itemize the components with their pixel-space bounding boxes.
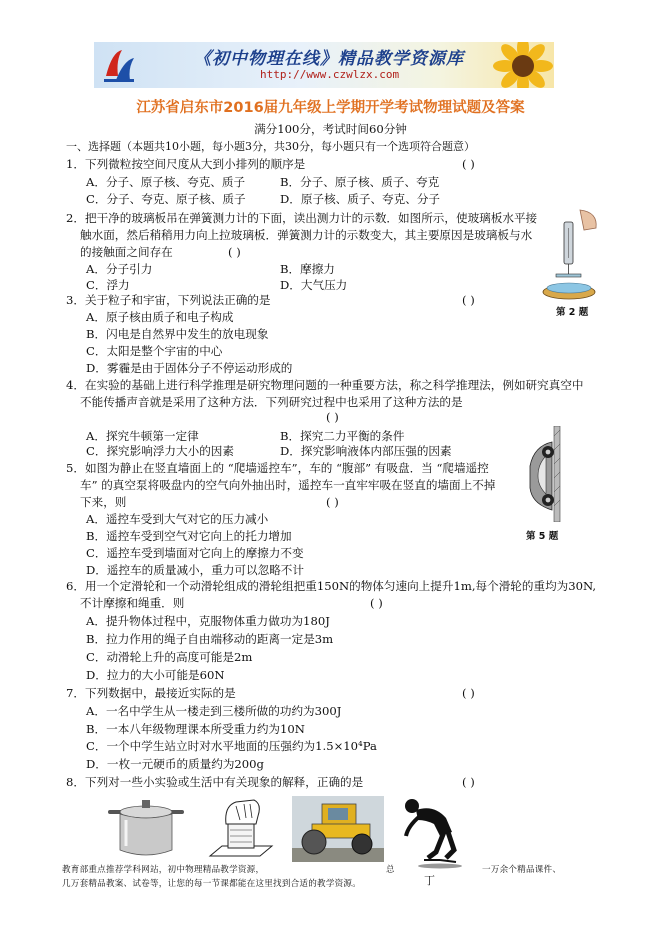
- q4-stem-line2: 不能传播声音就是采用了这种方法．下列研究过程中也采用了这种方法的是: [80, 395, 463, 409]
- banner-url[interactable]: http://www.czwlzx.com: [260, 68, 400, 81]
- q2-option-a: A．分子引力: [86, 262, 153, 276]
- sunflower-icon: [492, 42, 554, 88]
- q1-answer-blank: ( ): [462, 157, 475, 171]
- q6-stem-line2: 不计摩擦和绳重．则: [80, 596, 185, 610]
- section-heading: 一、选择题（本题共10小题，每小题3分，共30分，每小题只有一个选项符合题意）: [66, 140, 475, 153]
- q6-option-d: D．拉力的大小可能是60N: [86, 668, 225, 682]
- footer-line1-mid: 总: [386, 865, 395, 875]
- q4-option-d: D．探究影响液体内部压强的因素: [280, 444, 452, 458]
- q3-option-b: B．闪电是自然界中发生的放电现象: [86, 327, 269, 341]
- speed-skater-figure: [400, 796, 464, 870]
- q7-option-c: C．一个中学生站立时对水平地面的压强约为1.5×10⁴Pa: [86, 739, 377, 753]
- q8-stem: 8．下列对一些小实验或生活中有关现象的解释，正确的是: [66, 775, 364, 789]
- q5-figure-caption: 第 5 题: [526, 531, 559, 542]
- site-logo-icon: [102, 46, 136, 84]
- hand-pressing-sponge-figure: [200, 796, 282, 862]
- q7-option-d: D．一枚一元硬币的质量约为200g: [86, 757, 264, 771]
- q5-option-c: C．遥控车受到墙面对它向上的摩擦力不变: [86, 546, 304, 560]
- q7-stem: 7．下列数据中，最接近实际的是: [66, 686, 236, 700]
- wall-climbing-car-figure: [524, 426, 564, 522]
- footer-line2: 几万套精品教案、试卷等，让您的每一节课都能在这里找到合适的教学资源。: [62, 879, 361, 889]
- q2-stem-line1: 2．把干净的玻璃板吊在弹簧测力计的下面，读出测力计的示数．如图所示，使玻璃板水平接: [66, 211, 538, 225]
- q1-option-d: D．原子核、质子、夸克、分子: [280, 192, 441, 206]
- road-roller-figure: [292, 796, 384, 862]
- q2-option-b: B．摩擦力: [280, 262, 335, 276]
- q1-option-b: B．分子、原子核、质子、夸克: [280, 175, 440, 189]
- q5-stem-line1: 5．如图为静止在竖直墙面上的 “爬墙遥控车”，车的 “腹部” 有吸盘．当 “爬墙遥控: [66, 461, 489, 475]
- header-banner: [94, 42, 554, 88]
- q2-stem-line2: 触水面，然后稍稍用力向上拉玻璃板．弹簧测力计的示数变大，其主要原因是玻璃板与水: [80, 228, 533, 242]
- q4-answer-blank: ( ): [326, 410, 339, 424]
- q1-stem: 1．下列微粒按空间尺度从大到小排列的顺序是: [66, 157, 306, 171]
- q8-answer-blank: ( ): [462, 775, 475, 789]
- footer-line1-left: 教育部重点推荐学科网站，初中物理精品教学资源，: [62, 865, 265, 875]
- pressure-cooker-figure: [104, 796, 188, 862]
- q3-stem: 3．关于粒子和宇宙，下列说法正确的是: [66, 293, 271, 307]
- q4-stem-line1: 4．在实验的基础上进行科学推理是研究物理问题的一种重要方法，称之科学推理法，例如研究真空中: [66, 378, 584, 392]
- q5-option-a: A．遥控车受到大气对它的压力减小: [86, 512, 269, 526]
- q6-answer-blank: ( ): [370, 596, 383, 610]
- q4-option-b: B．探究二力平衡的条件: [280, 429, 405, 443]
- banner-title: 《初中物理在线》精品教学资源库: [194, 49, 464, 69]
- q5-stem-line2: 车” 的真空泵将吸盘内的空气向外抽出时，遥控车一直牢牢吸在竖直的墙面上不掉: [80, 478, 496, 492]
- q6-option-c: C．动滑轮上升的高度可能是2m: [86, 650, 253, 664]
- q3-option-d: D．雾霾是由于固体分子不停运动形成的: [86, 361, 293, 375]
- q5-option-b: B．遥控车受到空气对它向上的托力增加: [86, 529, 292, 543]
- footer-line1-right: 一万余个精品课件、: [482, 865, 562, 875]
- q2-option-d: D．大气压力: [280, 278, 348, 292]
- q1-option-c: C．分子、夸克、原子核、质子: [86, 192, 246, 206]
- q8-figure-label-ding: 丁: [424, 874, 435, 887]
- spring-scale-glass-figure: [540, 208, 600, 304]
- q4-option-c: C．探究影响浮力大小的因素: [86, 444, 234, 458]
- q7-answer-blank: ( ): [462, 686, 475, 700]
- q7-option-b: B．一本八年级物理课本所受重力约为10N: [86, 722, 305, 736]
- q6-option-b: B．拉力作用的绳子自由端移动的距离一定是3m: [86, 632, 334, 646]
- q7-option-a: A．一名中学生从一楼走到三楼所做的功约为300J: [86, 704, 342, 718]
- q3-option-a: A．原子核由质子和电子构成: [86, 310, 234, 324]
- q3-answer-blank: ( ): [462, 293, 475, 307]
- q5-answer-blank: ( ): [326, 495, 339, 509]
- q3-option-c: C．太阳是整个宇宙的中心: [86, 344, 223, 358]
- q2-stem-line3: 的接触面之间存在: [80, 245, 173, 259]
- exam-subtitle: 满分100分，考试时间60分钟: [254, 122, 407, 136]
- q2-option-c: C．浮力: [86, 278, 130, 292]
- q6-option-a: A．提升物体过程中，克服物体重力做功为180J: [86, 614, 330, 628]
- document-title: 江苏省启东市2016届九年级上学期开学考试物理试题及答案: [136, 100, 525, 116]
- q5-stem-line3: 下来，则: [80, 495, 127, 509]
- q2-figure-caption: 第 2 题: [556, 307, 589, 318]
- q6-stem-line1: 6．用一个定滑轮和一个动滑轮组成的滑轮组把重150N的物体匀速向上提升1m,每个滑轮的重均为30N,: [66, 579, 597, 593]
- q4-option-a: A．探究牛顿第一定律: [86, 429, 199, 443]
- q5-option-d: D．遥控车的质量减小，重力可以忽略不计: [86, 563, 304, 577]
- q2-answer-blank: ( ): [228, 245, 241, 259]
- q1-option-a: A．分子、原子核、夸克、质子: [86, 175, 246, 189]
